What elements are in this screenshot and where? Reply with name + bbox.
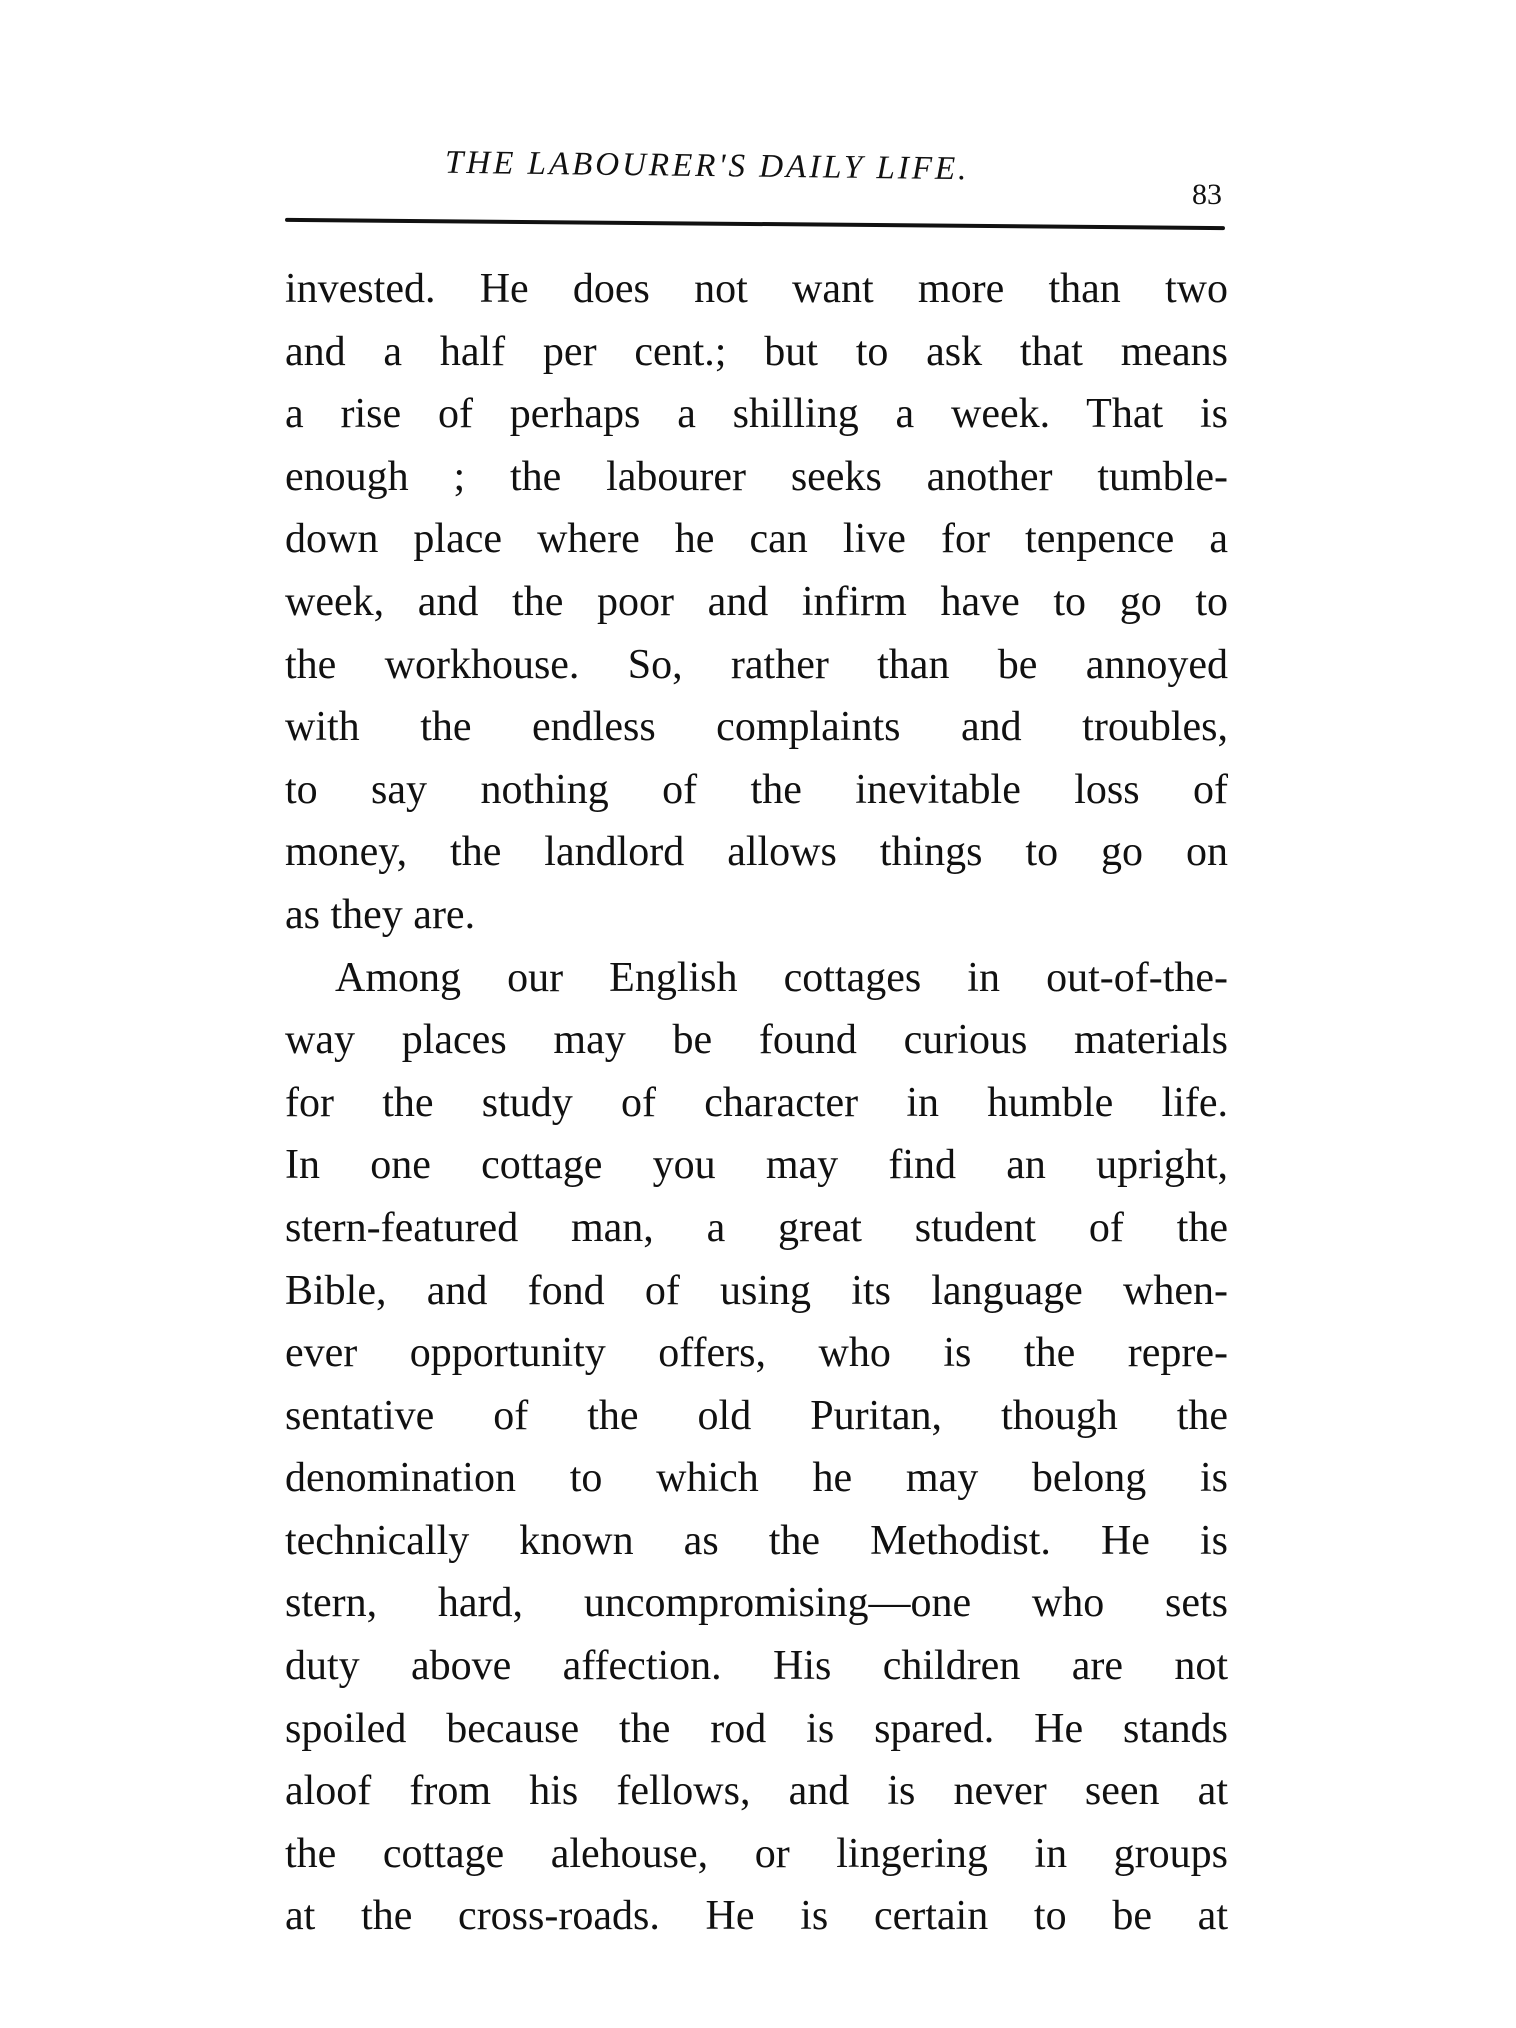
running-title: THE LABOURER'S DAILY LIFE. [444,144,970,188]
paragraph-2 [285,947,1228,1949]
text-line: aloof from his fellows, and is never seen at [285,1768,1228,1815]
text-line: money, the landlord allows things to go on [285,829,1228,876]
text-line: ever opportunity offers, who is the repre- [285,1330,1228,1377]
text-line: way places may be found curious materials [285,1017,1228,1064]
text-line: technically known as the Methodist. He is [285,1517,1228,1564]
text-line: for the study of character in humble life. [285,1079,1228,1126]
text-line: at the cross-roads. He is certain to be at [285,1893,1228,1940]
text-line: to say nothing of the inevitable loss of [285,766,1228,813]
text-line: Among our English cottages in out-of-the- [335,954,1228,1001]
text-line: invested. He does not want more than two [285,266,1228,312]
text-line: the workhouse. So, rather than be annoyed [285,641,1228,688]
text-line: In one cottage you may find an upright, [285,1142,1228,1189]
text-line: as they are. [285,891,476,938]
text-line: enough ; the labourer seeks another tumble- [285,453,1228,500]
text-line: stern-featured man, a great student of the [285,1204,1228,1251]
page-number: 83 [1192,178,1222,211]
text-line: and a half per cent.; but to ask that means [285,328,1228,375]
header-rule [285,218,1225,230]
text-line: down place where he can live for tenpence a [285,516,1228,563]
text-line: duty above affection. His children are not [285,1643,1228,1690]
text-line: denomination to which he may belong is [285,1455,1228,1502]
text-line: stern, hard, uncompromising—one who sets [285,1580,1228,1627]
text-line: spoiled because the rod is spared. He stands [285,1705,1228,1752]
text-line: with the endless complaints and troubles, [285,704,1228,751]
text-line: sentative of the old Puritan, though the [285,1392,1228,1439]
text-line: a rise of perhaps a shilling a week. That is [285,391,1228,438]
text-line: the cottage alehouse, or lingering in groups [285,1830,1228,1877]
text-line: week, and the poor and infirm have to go to [285,578,1228,625]
body-text [285,258,1228,1948]
text-line: Bible, and fond of using its language when- [285,1267,1228,1314]
paragraph-1 [285,258,1228,947]
